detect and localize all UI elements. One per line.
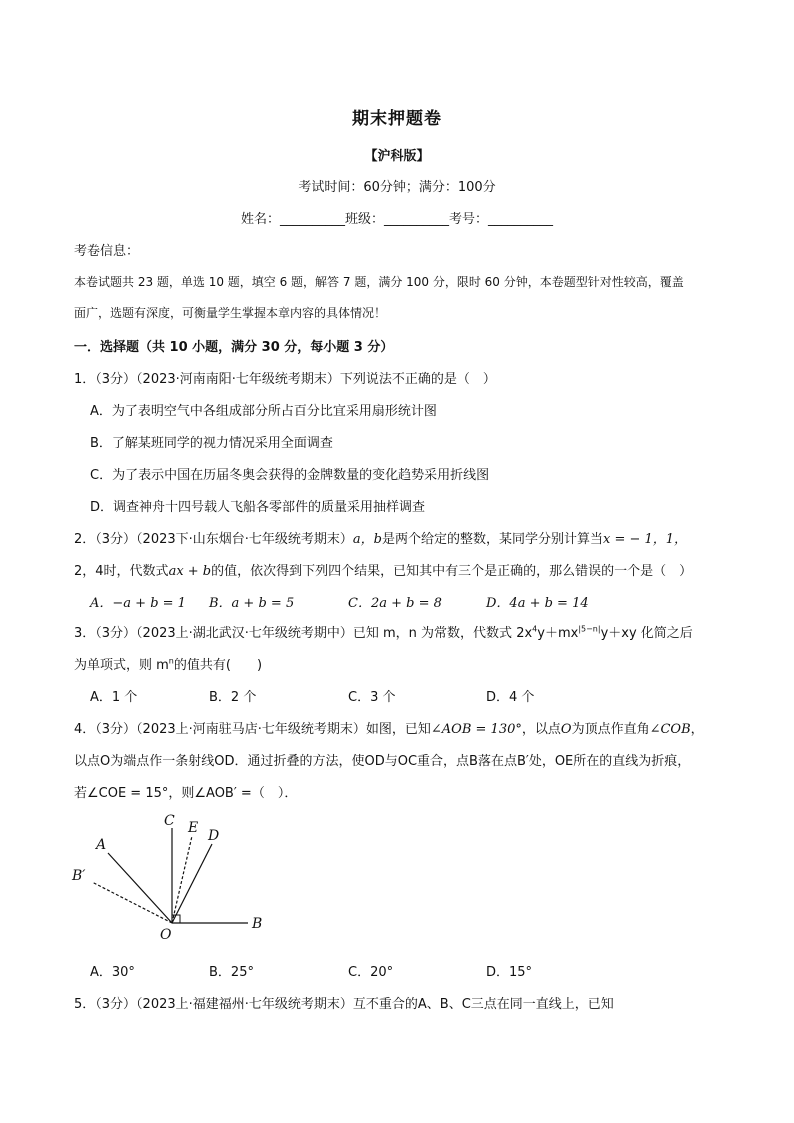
q4-math-aob: ∠AOB = 130° xyxy=(430,722,522,737)
q1-option-c[interactable]: C．为了表示中国在历届冬奥会获得的金牌数量的变化趋势采用折线图 xyxy=(90,468,490,483)
q2-math-expr: ax + b xyxy=(168,564,212,579)
q3-sup-1: 4 xyxy=(532,624,538,634)
q1-option-a[interactable]: A．为了表明空气中各组成部分所占百分比宜采用扇形统计图 xyxy=(90,404,437,419)
class-label: 班级： xyxy=(344,212,384,227)
section-heading: 一．选择题（共 10 小题，满分 30 分，每小题 3 分） xyxy=(74,340,394,355)
class-blank[interactable]: __________ xyxy=(384,212,449,227)
ray-oa xyxy=(108,853,172,923)
q2-line2-prefix: 2，4 xyxy=(74,564,104,579)
name-blank[interactable]: __________ xyxy=(279,212,345,227)
info-line-1: 本卷试题共 23 题，单选 10 题，填空 6 题，解答 7 题，满分 100 分，限时 60 分钟，本卷题型针对性较高，覆盖 xyxy=(74,275,684,289)
q4-math-o: O xyxy=(560,722,572,737)
q3-mid-1: y＋mx xyxy=(537,626,579,641)
q2-mid: 是两个给定的整数，某同学分别计算当 xyxy=(381,532,603,547)
q3-line-2 xyxy=(74,654,262,673)
student-info-line xyxy=(0,208,794,227)
q4-math-cob: ∠COB xyxy=(649,722,691,737)
q2-option-a[interactable]: A．−a + b = 1 xyxy=(90,596,186,611)
q2-option-d[interactable]: D．4a + b = 14 xyxy=(486,596,589,611)
number-label: 考号： xyxy=(449,212,489,227)
ray-oe xyxy=(172,836,192,923)
number-blank[interactable]: __________ xyxy=(488,212,554,227)
q4-line-3: 若∠COE = 15°，则∠AOB′ =（ ）． xyxy=(74,786,298,801)
q4-line-2: 以点O为端点作一条射线OD．通过折叠的方法，使OD与OC重合，点B落在点B′处，OE所在的直线为折痕， xyxy=(74,754,691,769)
q3-option-d[interactable]: D．4 个 xyxy=(486,690,535,705)
label-b-prime: B′ xyxy=(72,868,86,884)
angle-figure xyxy=(64,808,284,943)
q2-option-c[interactable]: C．2a + b = 8 xyxy=(348,596,442,611)
q2-line-2 xyxy=(74,560,692,579)
q4-line-1 xyxy=(74,718,704,737)
q3-option-c[interactable]: C．3 个 xyxy=(348,690,396,705)
q1-stem: 1．（3分）（2023·河南南阳·七年级统考期末）下列说法不正确的是（ ） xyxy=(74,372,496,387)
exam-time: 考试时间：60分钟；满分：100分 xyxy=(298,180,496,195)
q2-option-b[interactable]: B．a + b = 5 xyxy=(209,596,295,611)
q3-option-b[interactable]: B．2 个 xyxy=(209,690,257,705)
q1-option-b[interactable]: B．了解某班同学的视力情况采用全面调查 xyxy=(90,436,333,451)
info-line-2: 面广，选题有深度，可衡量学生掌握本章内容的具体情况！ xyxy=(74,306,387,320)
q3-sup-3: n xyxy=(168,656,174,666)
page-title: 期末押题卷 xyxy=(352,109,442,129)
q4-prefix: 4．（3分）（2023上·河南驻马店·七年级统考期末）如图，已知 xyxy=(74,722,431,737)
q3-line2-prefix: 为单项式，则 m xyxy=(74,658,169,673)
q4-option-b[interactable]: B．25° xyxy=(209,965,254,980)
edition-label: 【沪科版】 xyxy=(364,149,430,164)
q4-suffix: 为顶点作直角 xyxy=(571,722,650,737)
q4-option-a[interactable]: A．30° xyxy=(90,965,135,980)
q2-line2-suffix: 的值，依次得到下列四个结果，已知其中有三个是正确的，那么错误的一个是（ ） xyxy=(211,564,693,579)
q3-sup-2: |5−n| xyxy=(578,624,601,634)
label-a: A xyxy=(96,837,107,853)
q2-line2-mid: 时，代数式 xyxy=(103,564,169,579)
ray-od xyxy=(172,844,212,923)
q2-prefix: 2．（3分）（2023下·山东烟台·七年级统考期末） xyxy=(74,532,353,547)
q3-mid-2: y＋xy 化简之后 xyxy=(600,626,693,641)
ray-ob-prime xyxy=(92,882,172,923)
q2-line-1 xyxy=(74,528,687,547)
q2-math-x: x = − 1，1， xyxy=(603,532,688,547)
q3-prefix: 3．（3分）（2023上·湖北武汉·七年级统考期中）已知 m，n 为常数，代数式 2x xyxy=(74,626,533,641)
q4-mid: ，以点 xyxy=(521,722,561,737)
q3-line2-suffix: 的值共有( ) xyxy=(173,658,263,673)
q4-option-d[interactable]: D．15° xyxy=(486,965,533,980)
q1-option-d[interactable]: D．调查神舟十四号载人飞船各零部件的质量采用抽样调查 xyxy=(90,500,426,515)
label-o: O xyxy=(160,927,172,943)
info-label: 考卷信息： xyxy=(74,244,140,259)
label-e: E xyxy=(188,820,199,836)
label-b: B xyxy=(252,916,263,932)
label-d: D xyxy=(208,828,220,844)
q4-end: ， xyxy=(690,722,704,737)
name-label: 姓名： xyxy=(240,212,280,227)
label-c: C xyxy=(164,813,175,829)
q4-option-c[interactable]: C．20° xyxy=(348,965,394,980)
q5-stem: 5．（3分）（2023上·福建福州·七年级统考期末）互不重合的A、B、C三点在同一直线上，已知 xyxy=(74,997,614,1012)
q3-line-1 xyxy=(74,622,693,641)
q3-option-a[interactable]: A．1 个 xyxy=(90,690,138,705)
q2-math-ab: a，b xyxy=(352,532,382,547)
